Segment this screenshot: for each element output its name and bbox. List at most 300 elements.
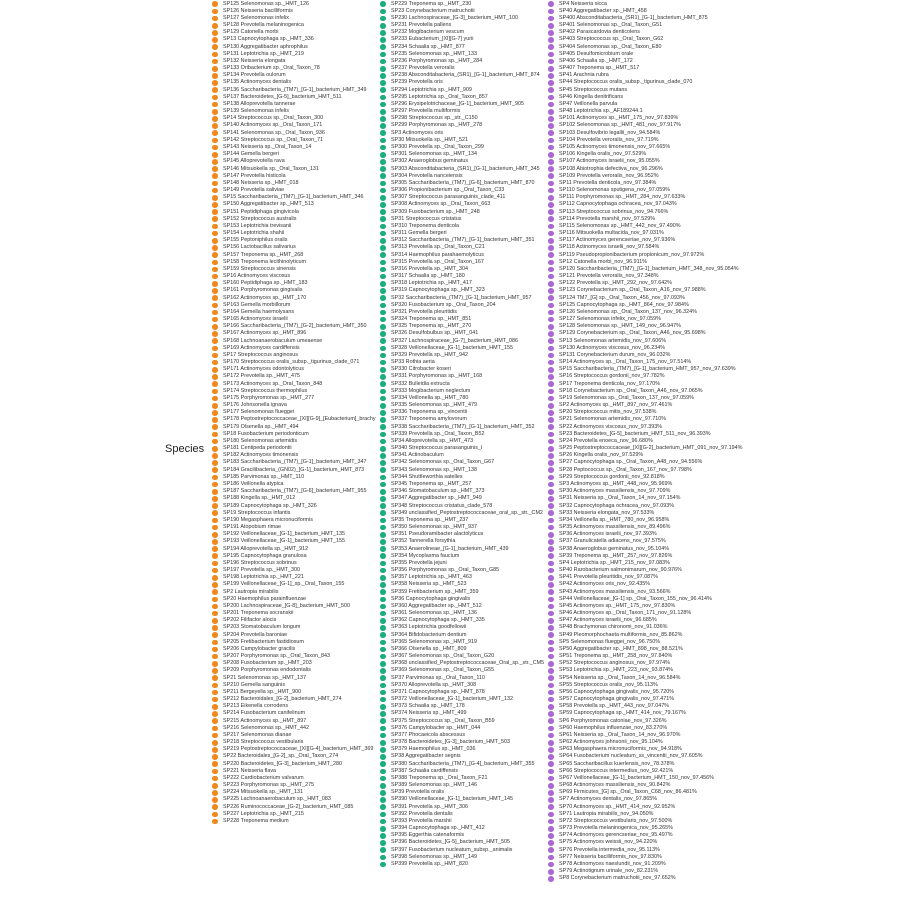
legend-marker xyxy=(380,654,386,660)
legend-label: SP401 Selenomonas sp._Oral_Taxon_G51 xyxy=(559,22,663,29)
legend-marker xyxy=(380,346,386,352)
legend-marker xyxy=(548,188,554,194)
legend-label: SP20 Haemophilus parainfluenzae xyxy=(223,595,307,602)
legend-label: SP48 Brachymonas chironomi_nov_91.036% xyxy=(559,624,668,631)
legend-marker xyxy=(380,252,386,258)
legend-label: SP224 Mitsuokella sp._HMT_131 xyxy=(223,789,304,796)
legend-label: SP180 Selenomonas artemidis xyxy=(223,437,298,444)
legend-marker xyxy=(380,152,386,158)
legend-marker xyxy=(548,797,554,803)
legend-label: SP307 Streptococcus parasanguinis_clade_411 xyxy=(391,194,506,201)
legend-label: SP119 Pseudopropionibacterium propionicum_nov_97.972% xyxy=(559,251,705,258)
legend-label: SP143 Neisseria sp._Oral_Taxon_14 xyxy=(223,144,312,150)
legend-marker xyxy=(548,453,554,459)
legend-marker xyxy=(548,116,554,122)
legend-label: SP334 Veillonella sp._HMT_780 xyxy=(391,394,469,401)
legend-marker xyxy=(380,847,386,853)
legend-marker xyxy=(212,790,218,796)
legend-marker xyxy=(212,396,218,402)
legend-label: SP368 unclassified_Peptostreptococcaceae_Oral_sp._str._CM5 xyxy=(391,660,545,667)
legend-marker xyxy=(380,95,386,101)
legend-label: SP162 Actinomyces sp._HMT_170 xyxy=(223,294,307,301)
legend-marker xyxy=(380,317,386,323)
legend-label: SP364 Bifidobacterium dentium xyxy=(391,631,467,638)
legend-marker xyxy=(380,324,386,330)
legend-marker xyxy=(212,130,218,136)
legend-label: SP113 Streptococcus sobrinus_nov_94.766% xyxy=(559,208,669,215)
legend-label: SP19 Selenomonas sp._Oral_Taxon_137_nov_97.059% xyxy=(559,394,694,401)
legend-marker xyxy=(380,274,386,280)
legend-label: SP168 Lachnoanaerobaculum umeaense xyxy=(223,337,323,344)
legend-label: SP190 Megasphaera micronuciformis xyxy=(223,516,313,523)
legend-marker xyxy=(548,869,554,875)
legend-label: SP228 Treponema medium xyxy=(223,817,289,824)
legend-marker xyxy=(380,303,386,309)
legend-label: SP125 Selenomonas sp._HMT_126 xyxy=(223,0,310,7)
legend-label: SP2 Actinomyces sp._HMT_897_nov_97.461% xyxy=(559,402,673,409)
legend-label: SP316 Prevotella sp._HMT_304 xyxy=(391,265,469,272)
legend-label: SP319 Capnocytophaga sp._HMT_323 xyxy=(391,287,485,294)
legend-marker xyxy=(380,23,386,29)
legend-label: SP128 Prevotella melaninogenica xyxy=(223,22,304,29)
legend-label: SP337 Treponema amylovorum xyxy=(391,416,467,423)
legend-marker xyxy=(380,553,386,559)
legend-label: SP4 Neisseria sicca xyxy=(559,0,607,7)
legend-label: SP21 Selenomonas artemidis_nov_97.710% xyxy=(559,416,666,423)
legend-label: SP320 Fusobacterium sp._Oral_Taxon_204 xyxy=(391,301,496,308)
legend-marker xyxy=(380,632,386,638)
legend-marker xyxy=(548,424,554,430)
legend-label: SP351 Pseudoramibacter alactolyticus xyxy=(391,531,484,538)
legend-label: SP141 Selenomonas sp._Oral_Taxon_936 xyxy=(223,129,325,136)
legend-label: SP206 Campylobacter gracilis xyxy=(223,645,296,652)
legend-marker xyxy=(548,252,554,258)
legend-marker xyxy=(548,726,554,732)
legend-label: SP298 Streptococcus sp._str._C150 xyxy=(391,115,478,122)
legend-label: SP399 Prevotella sp._HMT_820 xyxy=(391,861,469,867)
legend-marker xyxy=(548,510,554,516)
legend-marker xyxy=(548,59,554,65)
legend-label: SP304 Prevotella nanceiensis xyxy=(391,172,463,179)
legend-marker xyxy=(212,668,218,674)
legend-label: SP362 Capnocytophaga sp._HMT_335 xyxy=(391,617,485,624)
legend-marker xyxy=(380,819,386,825)
legend-label: SP178 Peptostreptococcaceae_[XI][G-9]_[Eubacterium]_brachy xyxy=(223,416,376,423)
legend-label: SP79 Actinotignum urinale_nov_82.231% xyxy=(559,868,659,875)
legend-marker xyxy=(212,654,218,660)
legend-label: SP297 Prevotella multiformis xyxy=(391,108,461,115)
legend-marker xyxy=(548,317,554,323)
legend-label: SP77 Neisseria bacilliformis_nov_97.830% xyxy=(559,853,662,860)
legend-label: SP171 Actinomyces odontolyticus xyxy=(223,366,304,373)
legend-label: SP118 Actinomyces israelii_nov_97.584% xyxy=(559,244,660,251)
legend-label: SP219 Peptostreptococcaceae_[XI][G-4]_bacterium_HMT_369 xyxy=(223,746,374,753)
legend-label: SP27 Capnocytophaga sp._Oral_Taxon_A48_nov_94.556% xyxy=(559,459,703,466)
legend-marker xyxy=(548,73,554,79)
legend-marker xyxy=(212,288,218,294)
legend-marker xyxy=(548,489,554,495)
legend-marker xyxy=(212,697,218,703)
legend-marker xyxy=(380,704,386,710)
legend-marker xyxy=(380,668,386,674)
legend-label: SP189 Capnocytophaga sp._HMT_326 xyxy=(223,502,317,509)
legend-marker xyxy=(548,310,554,316)
legend-label: SP294 Leptotrichia sp._HMT_909 xyxy=(391,86,472,93)
legend-label: SP350 Selenomonas sp._HMT_937 xyxy=(391,524,478,530)
legend-label: SP174 Streptococcus thermophilus xyxy=(223,387,308,394)
legend-label: SP404 Selenomonas sp._Oral_Taxon_E80 xyxy=(559,43,662,50)
legend-marker xyxy=(212,224,218,230)
legend-marker xyxy=(380,539,386,545)
legend-marker xyxy=(548,568,554,574)
legend-label: SP30 Mitsuokella sp._HMT_521 xyxy=(391,136,469,143)
legend-label: SP327 Lachnospiraceae_[G-7]_bacterium_HMT_086 xyxy=(391,337,519,344)
legend-marker xyxy=(380,482,386,488)
legend-label: SP54 Neisseria sp._Oral_Taxon_14_nov_96.584% xyxy=(559,674,681,681)
legend-marker xyxy=(380,331,386,337)
legend-label: SP20 Streptococcus mitis_nov_97.538% xyxy=(559,409,657,416)
legend-label: SP203 Stomatobaculum longum xyxy=(223,624,301,631)
legend-marker xyxy=(380,589,386,595)
legend-marker xyxy=(380,80,386,86)
legend-label: SP53 Leptotrichia sp._HMT_223_nov_93.874% xyxy=(559,667,673,674)
legend-marker xyxy=(380,310,386,316)
legend-label: SP358 Neisseria sp._HMT_523 xyxy=(391,581,467,588)
legend-label: SP204 Prevotella baroniae xyxy=(223,631,288,638)
legend-marker xyxy=(212,726,218,732)
legend-label: SP403 Streptococcus sp._Oral_Taxon_G62 xyxy=(559,36,664,43)
legend-marker xyxy=(548,790,554,796)
legend-marker xyxy=(548,295,554,301)
legend-marker xyxy=(380,460,386,466)
legend-marker xyxy=(380,761,386,767)
legend-marker xyxy=(380,747,386,753)
legend-marker xyxy=(380,568,386,574)
legend-marker xyxy=(548,209,554,215)
legend-marker xyxy=(548,80,554,86)
legend-label: SP173 Actinomyces sp._Oral_Taxon_848 xyxy=(223,380,323,387)
legend-marker xyxy=(548,625,554,631)
legend-label: SP234 Schaalia sp._HMT_877 xyxy=(391,43,465,50)
legend-marker xyxy=(212,582,218,588)
legend-marker xyxy=(548,482,554,488)
legend-marker xyxy=(380,496,386,502)
legend-label: SP175 Porphyromonas sp._HMT_277 xyxy=(223,394,315,401)
legend-marker xyxy=(380,604,386,610)
legend-marker xyxy=(380,518,386,524)
legend-label: SP50 Aggregatibacter sp._HMT_898_nov_88.521% xyxy=(559,645,683,652)
legend-label: SP155 Peptoniphilus oralis xyxy=(223,237,288,244)
legend-marker xyxy=(548,52,554,58)
legend-marker xyxy=(212,73,218,79)
legend-marker xyxy=(212,518,218,524)
legend-marker xyxy=(380,697,386,703)
legend-marker xyxy=(380,711,386,717)
legend-marker xyxy=(380,181,386,187)
legend-marker xyxy=(212,675,218,681)
legend-marker xyxy=(212,389,218,395)
legend-label: SP37 Granulicatella adiacens_nov_97.575% xyxy=(559,538,666,545)
legend-label: SP108 Abiotrophia defectiva_nov_96.296% xyxy=(559,165,663,172)
legend-marker xyxy=(212,260,218,266)
legend-marker xyxy=(548,389,554,395)
legend-label: SP14 Actinomyces sp._Oral_Taxon_175_nov_97.514% xyxy=(559,359,692,366)
legend-marker xyxy=(548,231,554,237)
legend-label: SP37 Parvimonas sp._Oral_Taxon_110 xyxy=(391,674,485,681)
legend-marker xyxy=(212,496,218,502)
legend-marker xyxy=(212,804,218,810)
legend-label: SP308 Actinomyces sp._Oral_Taxon_663 xyxy=(391,201,491,208)
legend-marker xyxy=(548,173,554,179)
legend-marker xyxy=(380,238,386,244)
legend-label: SP369 Selenomonas sp._Oral_Taxon_G55 xyxy=(391,667,495,674)
legend-marker xyxy=(548,102,554,108)
legend-marker xyxy=(380,826,386,832)
legend-label: SP58 Prevotella sp._HMT_443_nov_97.047% xyxy=(559,703,669,710)
legend-marker xyxy=(212,467,218,473)
legend-label: SP102 Selenomonas sp._HMT_481_nov_97.917% xyxy=(559,122,681,129)
legend-label: SP344 Shuttleworthia satelles xyxy=(391,473,463,480)
legend-marker xyxy=(548,460,554,466)
legend-label: SP199 Veillonellaceae_[G-1]_sp._Oral_Taxon_155 xyxy=(223,581,345,588)
legend-marker xyxy=(548,403,554,409)
legend-label: SP347 Aggregatibacter sp._HMT_949 xyxy=(391,495,482,502)
legend-marker xyxy=(548,747,554,753)
legend-label: SP181 Centipeda periodontii xyxy=(223,445,292,452)
legend-label: SP149 Prevotella saliviae xyxy=(223,187,285,194)
legend-label: SP332 Bulleidia extructa xyxy=(391,380,450,387)
legend-marker xyxy=(212,324,218,330)
legend-label: SP355 Prevotella jejuni xyxy=(391,559,447,566)
legend-marker xyxy=(212,23,218,29)
legend-marker xyxy=(212,295,218,301)
legend-label: SP326 Desulfobulbus sp._HMT_041 xyxy=(391,330,479,337)
legend-marker xyxy=(212,95,218,101)
legend-marker xyxy=(212,690,218,696)
legend-marker xyxy=(548,396,554,402)
legend-marker xyxy=(380,726,386,732)
legend-label: SP310 Treponema denticola xyxy=(391,222,460,229)
legend-label: SP69 Firmicutes_[G] sp._Oral_Taxon_C68_nov_86.481% xyxy=(559,789,697,796)
legend-label: SP66 Streptococcus intermedius_nov_92.421% xyxy=(559,767,674,774)
legend-label: SP2 Lautropia mirabilis xyxy=(223,588,279,595)
legend-marker xyxy=(212,181,218,187)
legend-marker xyxy=(548,589,554,595)
legend-marker xyxy=(548,367,554,373)
legend-marker xyxy=(380,683,386,689)
legend-label: SP215 Actinomyces sp._HMT_897 xyxy=(223,717,307,724)
legend-label: SP348 Streptococcus cristatus_clade_578 xyxy=(391,502,493,509)
legend-marker xyxy=(212,274,218,280)
legend-label: SP51 Treponema sp._HMT_258_nov_97.840% xyxy=(559,653,673,660)
legend-marker xyxy=(212,138,218,144)
legend-label: SP346 Stomatobaculum sp._HMT_373 xyxy=(391,488,485,495)
legend-label: SP29 Streptococcus gordonii_nov_92.818% xyxy=(559,473,665,480)
legend-marker xyxy=(380,489,386,495)
legend-marker xyxy=(380,9,386,15)
legend-marker xyxy=(548,847,554,853)
legend-marker xyxy=(212,338,218,344)
legend-label: SP158 Treponema lecithinolyticum xyxy=(223,258,306,265)
legend-label: SP40 Aggregatibacter sp._HMT_458 xyxy=(559,7,647,14)
legend-marker xyxy=(548,281,554,287)
legend-marker xyxy=(380,16,386,22)
legend-label: SP61 Neisseria sp._Oral_Taxon_14_nov_96.970% xyxy=(559,731,681,738)
legend-marker xyxy=(212,589,218,595)
legend-marker xyxy=(212,747,218,753)
legend-label: SP3 Actinomyces oris xyxy=(391,129,444,136)
legend-label: SP163 Gemella morbillorum xyxy=(223,301,291,308)
legend-marker xyxy=(548,761,554,767)
legend-marker xyxy=(548,539,554,545)
legend-marker xyxy=(380,503,386,509)
legend-label: SP151 Peptidiphaga gingivicola xyxy=(223,208,299,215)
legend-marker xyxy=(548,109,554,115)
legend-label: SP47 Actinomyces israelii_nov_96.685% xyxy=(559,617,657,624)
legend-marker xyxy=(380,467,386,473)
legend-label: SP39 Prevotella oralis xyxy=(391,789,445,796)
legend-marker xyxy=(212,453,218,459)
legend-marker xyxy=(212,331,218,337)
legend-label: SP333 Mogibacterium neglectum xyxy=(391,387,471,394)
legend-marker xyxy=(380,855,386,861)
legend-marker xyxy=(548,690,554,696)
legend-marker xyxy=(548,826,554,832)
legend-marker xyxy=(380,690,386,696)
legend-marker xyxy=(212,109,218,115)
legend-marker xyxy=(212,460,218,466)
legend-label: SP135 Actinomyces dentalis xyxy=(223,79,292,86)
legend-marker xyxy=(548,582,554,588)
legend-marker xyxy=(212,238,218,244)
legend-marker xyxy=(548,130,554,136)
legend-label: SP128 Selenomonas sp._HMT_149_nov_96.947% xyxy=(559,323,681,330)
legend-marker xyxy=(212,44,218,50)
legend-marker xyxy=(548,475,554,481)
legend-label: SP70 Actinomyces sp._HMT_414_nov_92.952% xyxy=(559,803,676,810)
legend-label: SP213 Eikenella corrodens xyxy=(223,703,289,710)
legend-label: SP150 Aggregatibacter sp._HMT_513 xyxy=(223,201,314,208)
legend-marker xyxy=(548,862,554,868)
legend-marker xyxy=(548,1,554,7)
legend-label: SP373 Schaalia sp._HMT_178 xyxy=(391,703,465,710)
legend-marker xyxy=(212,123,218,129)
legend-label: SP146 Mitsuokella sp._Oral_Taxon_131 xyxy=(223,165,319,172)
legend-marker xyxy=(548,733,554,739)
legend-marker xyxy=(380,640,386,646)
legend-marker xyxy=(212,317,218,323)
legend-label: SP137 Bacteroidetes_[G-5]_bacterium_HMT_511 xyxy=(223,93,342,100)
legend-marker xyxy=(548,202,554,208)
legend-label: SP207 Porphyromonas sp._Oral_Taxon_843 xyxy=(223,653,330,660)
legend-marker xyxy=(548,381,554,387)
legend-label: SP154 Leptotrichia shahii xyxy=(223,230,285,237)
legend-label: SP194 Alloprevotella sp._HMT_912 xyxy=(223,545,309,552)
legend-marker xyxy=(548,503,554,509)
legend-label: SP365 Selenomonas sp._HMT_919 xyxy=(391,638,478,645)
legend-marker xyxy=(212,367,218,373)
legend-label: SP336 Treponema sp._vincentii xyxy=(391,409,468,416)
legend-label: SP117 Actinomyces gerencseriae_nov_97.936% xyxy=(559,237,676,244)
legend-label: SP309 Fusobacterium sp._HMT_248 xyxy=(391,208,480,215)
legend-marker xyxy=(548,819,554,825)
legend-label: SP68 Actinomyces massiliensis_nov_90.842% xyxy=(559,782,671,789)
legend-label: SP52 Streptococcus anginosus_nov_97.974% xyxy=(559,660,670,667)
legend-marker xyxy=(212,37,218,43)
legend-label: SP39 Treponema sp._HMT_257_nov_97.826% xyxy=(559,552,673,559)
legend-marker xyxy=(212,553,218,559)
legend-label: SP227 Leptotrichia sp._HMT_215 xyxy=(223,810,304,817)
legend-marker xyxy=(212,310,218,316)
legend-label: SP126 Neisseria bacilliformis xyxy=(223,7,293,14)
legend-marker xyxy=(212,704,218,710)
legend-label: SP301 Selenomonas sp._HMT_134 xyxy=(391,151,478,158)
legend-label: SP315 Prevotella sp._Oral_Taxon_167 xyxy=(391,258,484,265)
legend-marker xyxy=(548,640,554,646)
legend-label: SP374 Neisseria sp._HMT_499 xyxy=(391,710,467,717)
legend-label: SP405 Desulfomicrobium orale xyxy=(559,50,634,57)
legend-marker xyxy=(212,281,218,287)
legend-marker xyxy=(380,102,386,108)
legend-label: SP295 Leptotrichia sp._Oral_Taxon_857 xyxy=(391,93,488,100)
legend-label: SP360 Aggregatibacter sp._HMT_512 xyxy=(391,602,482,609)
legend-label: SP217 Selenomonas dianae xyxy=(223,731,292,738)
legend-label: SP22 Actinomyces viscosus_nov_97.393% xyxy=(559,423,663,430)
legend-label: SP357 Leptotrichia sp._HMT_463 xyxy=(391,574,472,581)
legend-label: SP167 Actinomyces sp._HMT_896 xyxy=(223,330,307,337)
legend-marker xyxy=(212,252,218,258)
legend-label: SP15 Saccharibacteria_(TM7)_[G-1]_bacterium_HMT_957_nov_97.639% xyxy=(559,366,736,373)
legend-label: SP208 Fusobacterium sp._HMT_203 xyxy=(223,660,312,667)
legend-marker xyxy=(212,482,218,488)
legend-label: SP235 Selenomonas sp._HMT_133 xyxy=(391,50,478,57)
legend-label: SP391 Prevotella sp._HMT_306 xyxy=(391,803,469,810)
legend-marker xyxy=(548,783,554,789)
legend-label: SP157 Treponema sp._HMT_268 xyxy=(223,251,304,258)
legend-marker xyxy=(548,553,554,559)
legend-label: SP185 Parvimonas sp._HMT_110 xyxy=(223,473,305,480)
legend-label: SP229 Treponema sp._HMT_230 xyxy=(391,0,472,7)
legend-marker xyxy=(380,475,386,481)
legend-marker xyxy=(548,159,554,165)
legend-label: SP221 Neisseria flava xyxy=(223,767,277,774)
legend-marker xyxy=(380,381,386,387)
legend-label: SP220 Bacteroidetes_[G-3]_bacterium_HMT_280 xyxy=(223,760,342,767)
legend-label: SP142 Streptococcus sp._Oral_Taxon_71 xyxy=(223,136,324,143)
legend-marker xyxy=(380,403,386,409)
legend-label: SP48 Leptotrichia sp._AF189244.1 xyxy=(559,108,643,115)
legend-label: SP186 Veillonella atypica xyxy=(223,480,284,487)
legend-marker xyxy=(380,281,386,287)
legend-label: SP209 Porphyromonas endodontalis xyxy=(223,667,311,674)
legend-label: SP49 Pleomorphochaeta multiformis_nov_85.862% xyxy=(559,631,683,638)
legend-label: SP106 Kingella oralis_nov_97.529% xyxy=(559,151,647,158)
legend-marker xyxy=(548,145,554,151)
legend-label: SP122 Prevotella sp._HMT_292_nov_97.642% xyxy=(559,280,672,287)
legend-label: SP134 Prevotella oulorum xyxy=(223,72,286,79)
legend-marker xyxy=(548,432,554,438)
legend-marker xyxy=(212,52,218,58)
legend-marker xyxy=(380,396,386,402)
legend-marker xyxy=(548,245,554,251)
legend-label: SP389 Selenomonas sp._HMT_146 xyxy=(391,782,478,789)
legend-label: SP165 Actinomyces israelii xyxy=(223,316,288,323)
legend-label: SP41 Arachnia rubra xyxy=(559,72,609,79)
legend-label: SP318 Leptotrichia sp._HMT_417 xyxy=(391,280,472,287)
legend-marker xyxy=(548,338,554,344)
legend-marker xyxy=(548,683,554,689)
legend-label: SP239 Prevotella oris xyxy=(391,79,443,86)
